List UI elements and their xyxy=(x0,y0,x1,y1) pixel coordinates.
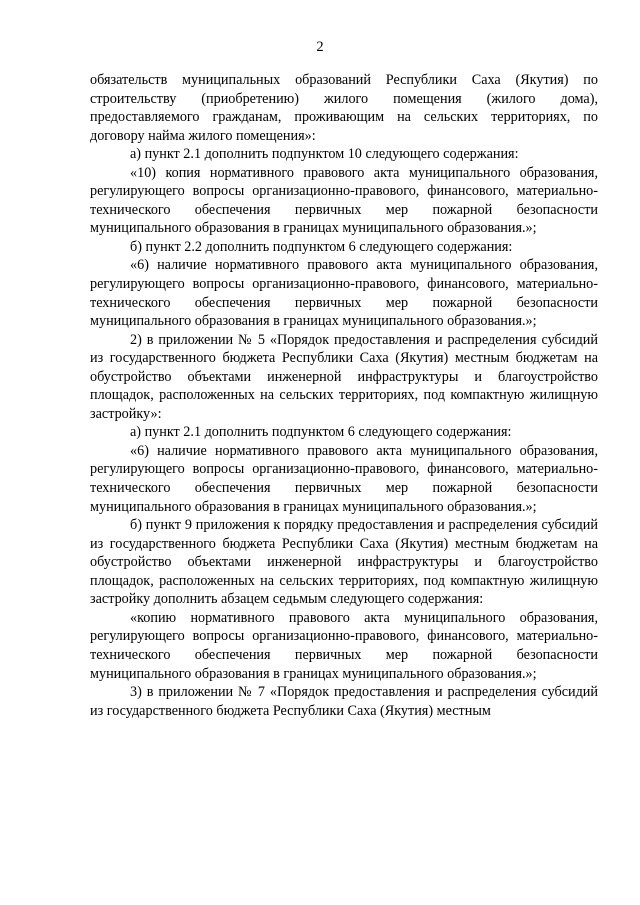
paragraph: б) пункт 9 приложения к порядку предоставления и распределения субсидий из государственного бюджета Республики Саха (Якутия) местным бюджетам на обустройство объектами инженерной инфраструктуры и благоустройство площадок, расположенных на сельских территориях, под компактную жилищную застройку дополнить абзацем седьмым следующего содержания: xyxy=(90,517,598,608)
paragraph: «6) наличие нормативного правового акта муниципального образования, регулирующего вопросы организационно-правового, финансового, материально-технического обеспечения первичных мер пожарной безопасности муниципального образования в границах муниципального образования.»; xyxy=(90,257,598,330)
paragraph: «6) наличие нормативного правового акта муниципального образования, регулирующего вопросы организационно-правового, финансового, материально-технического обеспечения первичных мер пожарной безопасности муниципального образования в границах муниципального образования.»; xyxy=(90,442,598,515)
paragraph: «10) копия нормативного правового акта муниципального образования, регулирующего вопросы организационно-правового, финансового, материально-технического обеспечения первичных мер пожарной безопасности муниципального образования в границах муниципального образования.»; xyxy=(90,164,598,237)
paragraph: обязательств муниципальных образований Республики Саха (Якутия) по строительству (приобретению) жилого помещения (жилого дома), предоставляемого гражданам, проживающим на сельских территориях, по договору найма жилого помещения»: xyxy=(90,72,598,144)
document-body xyxy=(90,71,598,720)
paragraph: а) пункт 2.1 дополнить подпунктом 6 следующего содержания: xyxy=(130,424,512,441)
page-number: 2 xyxy=(316,39,324,55)
paragraph: а) пункт 2.1 дополнить подпунктом 10 следующего содержания: xyxy=(130,146,519,163)
paragraph: б) пункт 2.2 дополнить подпунктом 6 следующего содержания: xyxy=(130,238,513,255)
paragraph: 2) в приложении № 5 «Порядок предоставления и распределения субсидий из государственного бюджета Республики Саха (Якутия) местным бюджетам на обустройство объектами инженерной инфраструктуры и благоустройство площадок, расположенных на сельских территориях, под компактную жилищную застройку»: xyxy=(90,331,598,422)
paragraph: 3) в приложении № 7 «Порядок предоставления и распределения субсидий из государственного бюджета Республики Саха (Якутия) местным xyxy=(90,684,598,719)
paragraph: «копию нормативного правового акта муниципального образования, регулирующего вопросы организационно-правового, финансового, материально-технического обеспечения первичных мер пожарной безопасности муниципального образования в границах муниципального образования.»; xyxy=(90,609,598,682)
